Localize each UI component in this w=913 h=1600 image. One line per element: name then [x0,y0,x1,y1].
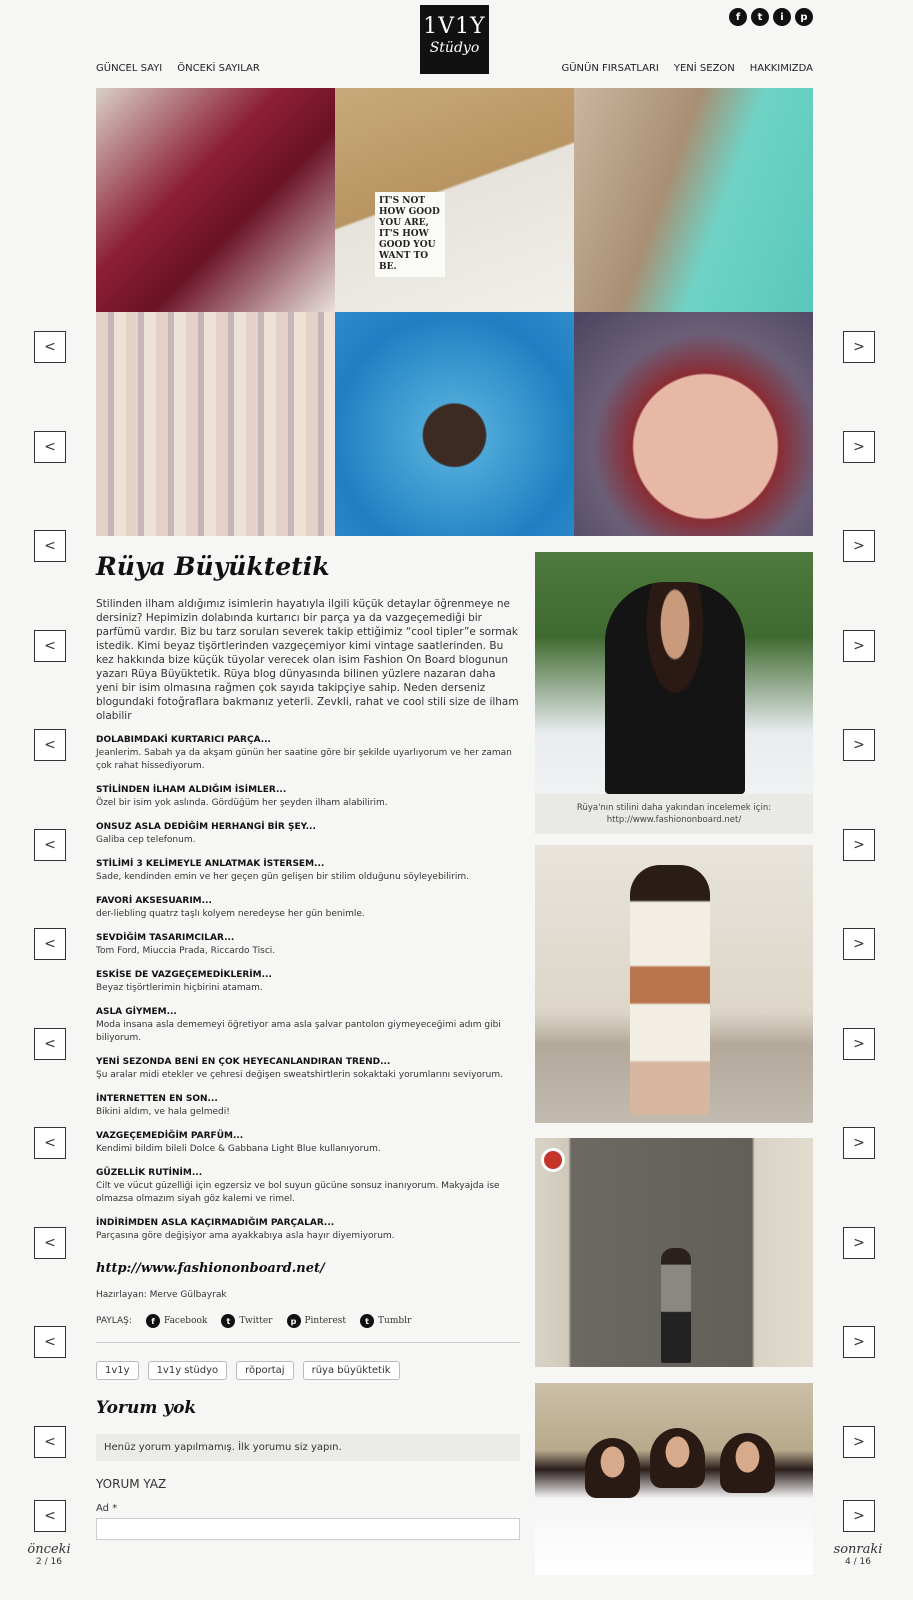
share-label: PAYLAŞ: [96,1316,132,1326]
photo-book-macarons [335,88,574,312]
nav-current-issue[interactable]: GÜNCEL SAYI [96,63,163,74]
prev-arrow-button[interactable]: < [34,1500,66,1532]
qa-answer: Moda insana asla dememeyi öğretiyor ama asla şalvar pantolon giymeyeceğimi adım gibi biliyorum. [96,1020,501,1043]
prev-arrow-button[interactable]: < [34,829,66,861]
write-comment-title: YORUM YAZ [96,1477,167,1491]
divider [96,1342,520,1343]
prev-arrow-button[interactable]: < [34,1426,66,1458]
qa-answer: Sade, kendinden emin ve her geçen gün gelişen bir stilim olduğunu söyleyebilirim. [96,872,469,882]
logo-text-sub: Stüdyo [429,40,480,56]
qa-question: FAVORİ AKSESUARIM... [96,896,212,906]
twitter-icon: t [221,1314,235,1328]
qa-question: İNDİRİMDEN ASLA KAÇIRMADIĞIM PARÇALAR... [96,1218,335,1228]
next-page-count: 4 / 16 [845,1557,871,1567]
qa-question: DOLABIMDAKİ KURTARICI PARÇA... [96,735,271,745]
qa-answer: der-liebling quatrz taşlı kolyem neredeyse her gün benimle. [96,909,365,919]
qa-answer: Beyaz tişörtlerimin hiçbirini atamam. [96,983,263,993]
prev-arrow-button[interactable]: < [34,1028,66,1060]
name-field[interactable] [96,1518,520,1540]
next-arrow-button[interactable]: > [843,431,875,463]
nav-right [561,63,813,74]
prev-arrow-button[interactable]: < [34,530,66,562]
next-arrow-button[interactable]: > [843,1028,875,1060]
tag-ruya-buyuktetik[interactable]: rüya büyüktetik [303,1361,400,1380]
author-credit: Hazırlayan: Merve Gülbayrak [96,1290,227,1300]
blog-link[interactable]: http://www.fashiononboard.net/ [96,1261,325,1276]
share-bar [96,1314,520,1328]
qa-question: SEVDİĞİM TASARIMCILAR... [96,933,235,943]
next-arrow-button[interactable]: > [843,630,875,662]
qa-question: STİLİNDEN İLHAM ALDIĞIM İSİMLER... [96,785,287,795]
qa-answer: Özel bir isim yok aslında. Gördüğüm her şeyden ilham alabilirim. [96,798,388,808]
comments-title: Yorum yok [96,1398,197,1418]
prev-arrow-button[interactable]: < [34,1326,66,1358]
tag-roportaj[interactable]: röportaj [236,1361,293,1380]
qa-question: ONSUZ ASLA DEDİĞİM HERHANGİ BİR ŞEY... [96,822,316,832]
twitter-icon[interactable]: t [751,8,769,26]
pinterest-icon[interactable]: p [795,8,813,26]
prev-page-link[interactable] [24,1542,74,1567]
next-arrow-button[interactable]: > [843,829,875,861]
prev-arrow-button[interactable]: < [34,431,66,463]
share-pinterest[interactable] [287,1314,347,1328]
share-facebook-label: Facebook [163,1316,208,1326]
next-page-link[interactable] [833,1542,883,1567]
next-arrow-button[interactable]: > [843,1426,875,1458]
photo-drink-giftbag [574,88,813,312]
qa-answer: Şu aralar midi etekler ve çehresi değişen sweatshirtlerin sokaktaki yorumlarını seviyorum. [96,1070,503,1080]
next-arrow-button[interactable]: > [843,530,875,562]
photo-pool [335,312,574,536]
qa-question: VAZGEÇEMEDİĞİM PARFÜM... [96,1131,244,1141]
next-arrow-button[interactable]: > [843,1227,875,1259]
nav-daily-deals[interactable]: GÜNÜN FIRSATLARI [561,63,659,74]
photo-friends-bed [535,1383,813,1575]
next-arrow-button[interactable]: > [843,1500,875,1532]
qa-question: GÜZELLİK RUTİNİM... [96,1168,203,1178]
share-twitter-label: Twitter [239,1316,273,1326]
friend-figure [650,1428,705,1488]
prev-arrow-button[interactable]: < [34,1127,66,1159]
qa-item [96,1131,520,1156]
share-pinterest-label: Pinterest [304,1316,347,1326]
next-page-word: sonraki [833,1542,883,1557]
qa-item [96,1094,520,1119]
qa-item [96,896,520,921]
prev-page-word: önceki [27,1542,71,1557]
qa-question: YENİ SEZONDA BENİ EN ÇOK HEYECANLANDIRAN TREND... [96,1057,391,1067]
share-twitter[interactable] [221,1314,272,1328]
prev-arrow-button[interactable]: < [34,630,66,662]
qa-question: ESKİSE DE VAZGEÇEMEDİKLERİM... [96,970,272,980]
qa-item [96,785,520,810]
share-tumblr[interactable] [360,1314,411,1328]
friend-figure [585,1438,640,1498]
caption-link[interactable]: http://www.fashiononboard.net/ [606,815,742,825]
caption-line: Rüya'nın stilini daha yakından incelemek için: [576,803,772,813]
prev-arrow-button[interactable]: < [34,331,66,363]
photo-grey-door [535,1138,813,1367]
article-title: Rüya Büyüktetik [96,552,330,581]
qa-answer: Jeanlerim. Sabah ya da akşam günün her saatine göre bir şekilde uyarlıyorum ve her zaman çok rahat hissediyorum. [96,748,512,771]
facebook-icon: f [146,1314,160,1328]
qa-answer: Bikini aldım, ve hala gelmedi! [96,1107,230,1117]
qa-answer: Galiba cep telefonum. [96,835,196,845]
name-field-label: Ad * [96,1503,118,1514]
qa-item [96,1007,520,1045]
qa-item [96,1057,520,1082]
friend-figure [720,1433,775,1493]
qa-item [96,970,520,995]
qa-item [96,822,520,847]
next-arrow-button[interactable]: > [843,729,875,761]
photo-clutch-watch [96,88,335,312]
qa-answer: Kendimi bildim bileli Dolce & Gabbana Light Blue kullanıyorum. [96,1144,381,1154]
instagram-icon[interactable]: i [773,8,791,26]
street-figure [630,865,710,1115]
logo-text-main: 1V1Y [423,14,486,39]
tag-1v1y-studyo[interactable]: 1v1y stüdyo [148,1361,228,1380]
traffic-sign [541,1148,565,1172]
qa-answer: Parçasına göre değişiyor ama ayakkabıya asla hayır diyemiyorum. [96,1231,395,1241]
tumblr-icon: t [360,1314,374,1328]
qa-question: ASLA GİYMEM... [96,1007,177,1017]
qa-item [96,859,520,884]
facebook-icon[interactable]: f [729,8,747,26]
qa-question: İNTERNETTEN EN SON... [96,1094,218,1104]
tag-1v1y[interactable]: 1v1y [96,1361,139,1380]
no-comment-notice: Henüz yorum yapılmamış. İlk yorumu siz yapın. [96,1434,520,1461]
photo-vegetables [574,312,813,536]
qa-item [96,735,520,773]
share-facebook[interactable] [146,1314,207,1328]
photo-portrait-black-top [535,552,813,794]
door-figure [661,1248,691,1363]
next-arrow-button[interactable]: > [843,928,875,960]
pinterest-icon: p [287,1314,301,1328]
photo-collage [96,88,813,536]
nav-about[interactable]: HAKKIMIZDA [749,63,813,74]
share-tumblr-label: Tumblr [378,1316,412,1326]
site-logo[interactable] [420,5,489,74]
social-links [729,8,813,26]
book-cover-text: IT'S NOT HOW GOOD YOU ARE, IT'S HOW GOOD YOU WANT TO BE. [375,192,445,277]
prev-page-count: 2 / 16 [36,1557,62,1567]
next-arrow-button[interactable]: > [843,1127,875,1159]
qa-item [96,1218,520,1243]
nav-previous-issues[interactable]: ÖNCEKİ SAYILAR [177,63,260,74]
qa-question: STİLİMİ 3 KELİMEYLE ANLATMAK İSTERSEM... [96,859,325,869]
photo-caption [535,794,813,834]
article-intro: Stilinden ilham aldığımız isimlerin hayatıyla ilgili küçük detaylar öğrenmeye ne dersiniz? Hepimizin dolabında kurtarıcı bir parça ya da vazgeçemediği bir parfümü vardır. Biz bu tarz soruları severek takip ettiğimiz “cool tipler”e sormak istedik. Kimi beyaz tişörtlerinden vazgeçemiyor kimi vintage saatlerinden. Bu kez hakkında bize küçük tüyolar verecek olan isim Fashion On Board blogunun yazarı Rüya Büyüktetik. Rüya blog dünyasında bilinen yüzlere nazaran daha yeni bir isim olmasına rağmen çok sayıda takipçiye sahip. Neden derseniz blogundaki fotoğraflara bakmanız yeterli. Zevkli, rahat ve cool stili size de ilham olabilir [96,598,519,722]
qa-answer: Cilt ve vücut güzelliği için egzersiz ve bol suyun gücüne sonsuz inanıyorum. Makyajda ise olmazsa olmazım siyah göz kalemi ve rimel. [96,1181,500,1204]
prev-arrow-button[interactable]: < [34,729,66,761]
nav-new-season[interactable]: YENİ SEZON [673,63,735,74]
next-arrow-button[interactable]: > [843,331,875,363]
qa-item [96,1168,520,1206]
portrait-figure [605,582,745,794]
photo-flatlay [96,312,335,536]
qa-item [96,933,520,958]
tag-list [96,1361,520,1380]
photo-street-style-trench [535,845,813,1123]
qa-answer: Tom Ford, Miuccia Prada, Riccardo Tisci. [96,946,276,956]
article [96,552,520,1540]
prev-arrow-button[interactable]: < [34,1227,66,1259]
nav-left [96,63,260,74]
next-arrow-button[interactable]: > [843,1326,875,1358]
prev-arrow-button[interactable]: < [34,928,66,960]
